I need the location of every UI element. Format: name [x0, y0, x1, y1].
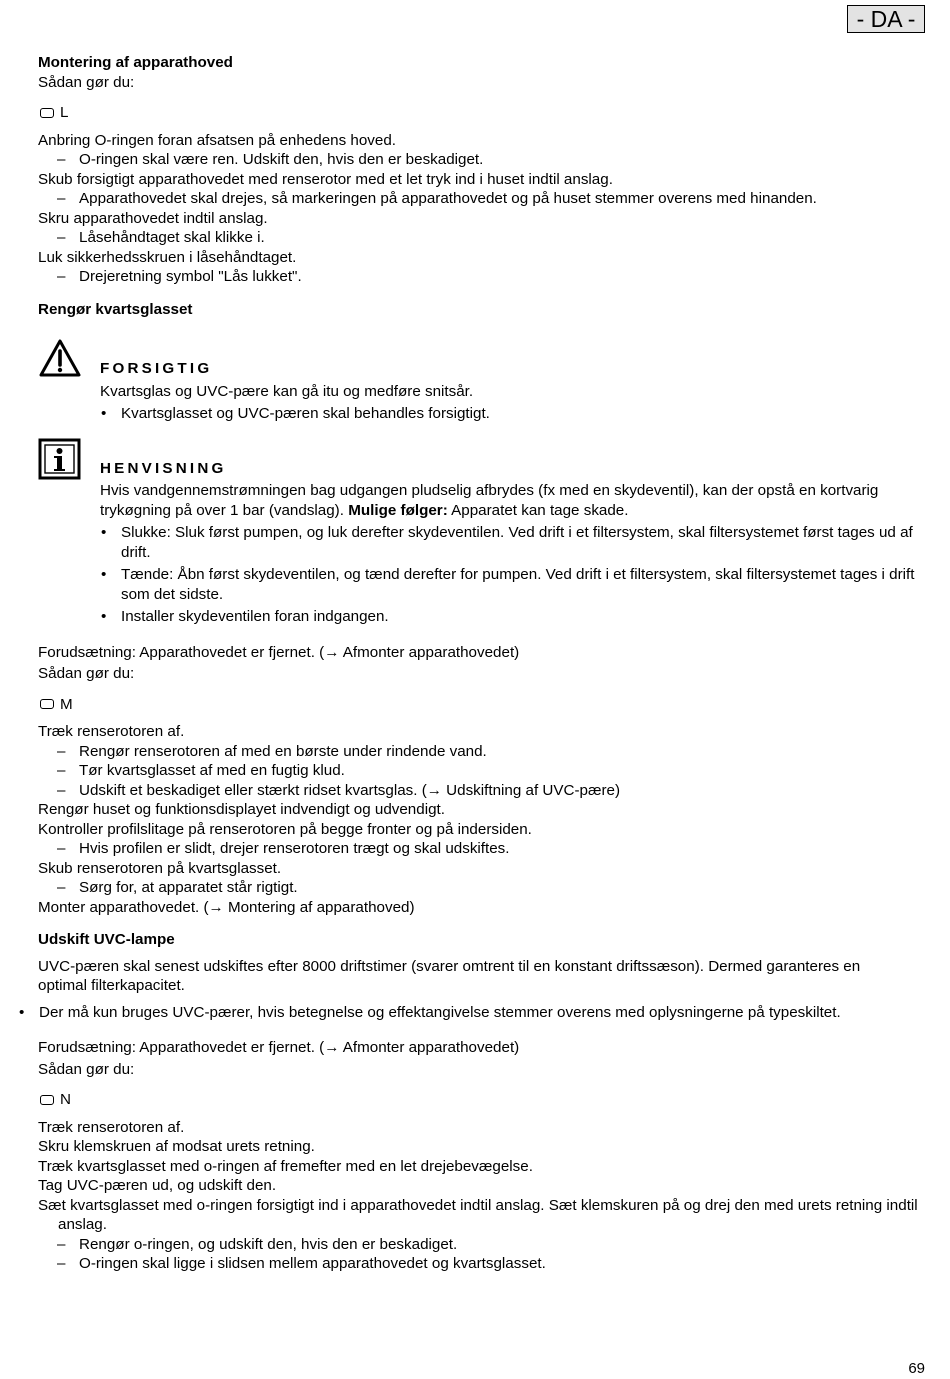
info-text: [100, 481, 928, 520]
info-bullet-list: [100, 523, 928, 627]
sub-instruction: – Låsehåndtaget skal klikke i.: [38, 228, 928, 248]
sub-instruction: – O-ringen skal ligge i slidsen mellem apparathovedet og kvartsglasset.: [38, 1254, 928, 1274]
info-notice: [38, 438, 928, 627]
caution-text: Kvartsglas og UVC-pære kan gå itu og medføre snitsår.: [100, 382, 474, 400]
bullet-item: • Kvartsglasset og UVC-pæren skal behandles forsigtigt.: [100, 404, 928, 424]
step-marker: [38, 695, 928, 715]
instruction: Skub renserotoren på kvartsglasset.: [38, 859, 282, 877]
instruction: Anbring O-ringen foran afsatsen på enhedens hoved.: [38, 131, 396, 149]
bullet-item: • Slukke: Sluk først pumpen, og luk derefter skydeventilen. Ved drift i et filtersystem, skal filtersystemet først tages ud af drift.: [100, 523, 928, 562]
language-badge: - DA -: [847, 5, 925, 33]
step-box-icon: [40, 1095, 54, 1105]
instruction: Kontroller profilslitage på renserotoren på begge fronter og på indersiden.: [38, 820, 532, 838]
bullet-item: • Installer skydeventilen foran indgangen.: [100, 607, 928, 627]
bullet-item: • Der må kun bruges UVC-pærer, hvis betegnelse og effektangivelse stemmer overens med oplysningerne på typeskiltet.: [18, 1003, 928, 1023]
instruction: Rengør huset og funktionsdisplayet indvendigt og udvendigt.: [38, 801, 445, 818]
instruction: Træk renserotoren af.: [38, 1118, 185, 1136]
step-label: N: [60, 1091, 71, 1108]
caution-bullet-list: [100, 404, 928, 424]
step-label: L: [60, 104, 69, 121]
intro-text: Sådan gør du:: [38, 665, 135, 682]
caution-title: FORSIGTIG: [100, 360, 213, 377]
section-heading-mounting: Montering af apparathoved: [38, 54, 233, 71]
step-label: M: [60, 695, 73, 713]
warning-triangle-icon: [38, 338, 82, 378]
caution-notice: [38, 338, 928, 424]
section-heading-clean-quartz: Rengør kvartsglasset: [38, 300, 193, 318]
instruction: Træk kvartsglasset med o-ringen af fremefter med en let drejebevægelse.: [38, 1157, 533, 1175]
info-icon: [38, 438, 82, 482]
instruction: Skru klemskruen af modsat urets retning.: [38, 1138, 315, 1155]
sub-instruction: – Udskift et beskadiget eller stærkt ridset kvartsglas. (→ Udskiftning af UVC-pære): [38, 781, 928, 801]
sub-instruction: – O-ringen skal være ren. Udskift den, hvis den er beskadiget.: [38, 150, 928, 170]
uvc-text: UVC-pæren skal senest udskiftes efter 8000 driftstimer (svarer omtrent til en konstant driftssæson). Dermed garanteres en optimal filterkapacitet.: [38, 957, 861, 994]
section-heading-replace-uvc: Udskift UVC-lampe: [38, 931, 175, 948]
intro-text: Sådan gør du:: [38, 73, 135, 91]
bullet-item: • Tænde: Åbn først skydeventilen, og tænd derefter for pumpen. Ved drift i et filtersystem, skal filtersystemet tages i drift som det sidste.: [100, 565, 928, 604]
info-text-main: Hvis vandgennemstrømningen bag udgangen pludselig afbrydes (fx med en skydeventil), kan der opstå en kortvarig trykøgning på over 1 bar (vandslag).: [100, 482, 879, 519]
sub-instruction: – Apparathovedet skal drejes, så markeringen på apparathovedet og på huset stemmer overens med hinanden.: [38, 189, 928, 209]
consequence-text: Apparatet kan tage skade.: [451, 501, 629, 519]
page-content: [38, 53, 928, 1274]
info-title: HENVISNING: [100, 459, 227, 477]
instruction: Tag UVC-pæren ud, og udskift den.: [38, 1177, 277, 1194]
instruction: Luk sikkerhedsskruen i låsehåndtaget.: [38, 248, 297, 266]
instruction: Skru apparathovedet indtil anslag.: [38, 209, 268, 227]
instruction-list: [38, 1118, 928, 1274]
prerequisite-text: Forudsætning: Apparathovedet er fjernet. (→ Afmonter apparathovedet): [38, 643, 520, 661]
step-box-icon: [40, 699, 54, 709]
intro-text: Sådan gør du:: [38, 1060, 135, 1078]
step-box-icon: [40, 108, 54, 118]
instruction-list: [38, 131, 928, 287]
instruction: Monter apparathovedet. (→ Montering af apparathoved): [38, 898, 415, 916]
sub-instruction: – Hvis profilen er slidt, drejer renserotoren trægt og skal udskiftes.: [38, 839, 928, 859]
instruction: Skub forsigtigt apparathovedet med renserotor med et let tryk ind i huset indtil anslag.: [38, 170, 613, 188]
uvc-bullet-list: [18, 1003, 928, 1023]
instruction: Træk renserotoren af.: [38, 723, 185, 740]
sub-instruction: – Sørg for, at apparatet står rigtigt.: [38, 878, 928, 898]
instruction-list: [38, 722, 928, 917]
prerequisite-text: Forudsætning: Apparathovedet er fjernet. (→ Afmonter apparathovedet): [38, 1039, 520, 1056]
step-marker: [38, 1090, 928, 1110]
sub-instruction: – Rengør o-ringen, og udskift den, hvis den er beskadiget.: [38, 1235, 928, 1255]
sub-instruction: – Tør kvartsglasset af med en fugtig klud.: [38, 761, 928, 781]
step-marker: [38, 103, 928, 123]
sub-instruction: – Rengør renserotoren af med en børste under rindende vand.: [38, 742, 928, 762]
sub-instruction: – Drejeretning symbol "Lås lukket".: [38, 267, 928, 287]
consequence-label: Mulige følger:: [348, 501, 448, 519]
page-number: 69: [908, 1360, 925, 1377]
instruction: Sæt kvartsglasset med o-ringen forsigtigt ind i apparathovedet indtil anslag. Sæt klemskuren på og drej den med urets retning indtil anslag.: [38, 1196, 918, 1233]
